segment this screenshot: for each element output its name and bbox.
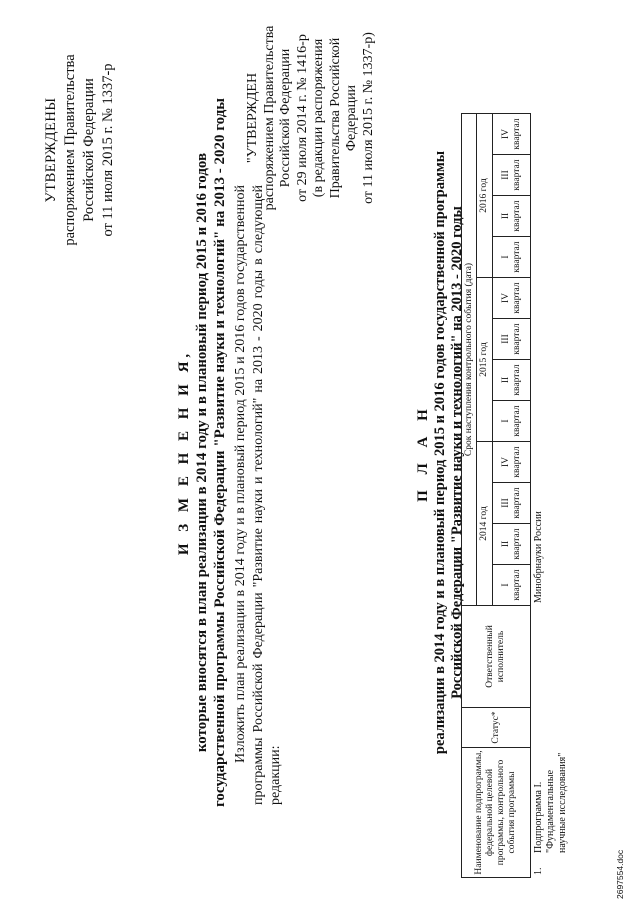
plan-subtitle-line: Российской Федерации "Развитие науки и технологий" на 2013 - 2020 годы	[449, 206, 465, 699]
approval-quote-block	[245, 18, 377, 218]
approval-quote-line: Правительства Российской Федерации	[327, 37, 359, 199]
changes-subtitle-line: которые вносятся в план реализации в 2014 году и в плановый период 2015 и 2016 годов	[194, 152, 210, 753]
plan-title: П Л А Н	[415, 403, 431, 502]
quarter-header: IV квартал	[493, 114, 531, 155]
quarter-header: III квартал	[493, 483, 531, 524]
approval-heading: УТВЕРЖДЕНЫ	[43, 97, 59, 203]
body-paragraph: Изложить план реализации в 2014 году и в плановый период 2015 и 2016 годов государственной программы Российской Федерации "Развитие науки и технологий" на 2013 - 2020 годы в следующей редакции:	[233, 185, 283, 805]
approval-quote-line: от 11 июля 2015 г. № 1337-р)	[360, 32, 376, 204]
approval-quote-line: "УТВЕРЖДЕН	[245, 72, 260, 164]
quarter-header: I квартал	[493, 565, 531, 606]
year-header: 2016 год	[477, 114, 493, 278]
quarter-header: I квартал	[493, 401, 531, 442]
plan-table	[461, 113, 531, 878]
quarter-header: II квартал	[493, 196, 531, 237]
quarter-header: II квартал	[493, 524, 531, 565]
approval-block	[42, 30, 118, 270]
approval-quote-line: от 29 июля 2014 г. № 1416-р	[294, 34, 310, 202]
document-id: 2697554.doc	[615, 849, 625, 899]
row-number: 1.	[533, 867, 544, 875]
quarter-header: I квартал	[493, 237, 531, 278]
quarter-header: IV квартал	[493, 278, 531, 319]
changes-title-block	[175, 0, 229, 905]
year-header: 2015 год	[477, 278, 493, 442]
approval-quote-line: (в редакции распоряжения	[311, 38, 326, 198]
changes-title: И З М Е Н Е Н И Я,	[176, 349, 192, 556]
row-executor: Минобрнауки России	[533, 511, 544, 603]
quarter-header: III квартал	[493, 319, 531, 360]
approval-quote-line: распоряжением Правительства	[261, 25, 277, 211]
row-name: Подпрограмма I. "Фундаментальные научные исследования"	[533, 752, 568, 853]
approval-line: от 11 июля 2015 г. № 1337-р	[100, 63, 116, 237]
changes-subtitle-line: государственной программы Российской Федерации "Развитие науки и технологий" на 2013 - 2020 годы	[212, 97, 228, 808]
year-header: 2014 год	[477, 442, 493, 606]
column-header-name: Наименование подпрограммы, федеральной целевой программы, контрольного события программы	[462, 748, 531, 878]
approval-line: распоряжением Правительства	[62, 54, 78, 246]
plan-subtitle-line: реализации в 2014 году и в плановый период 2015 и 2016 годов государственной программы	[432, 150, 448, 755]
quarter-header: IV квартал	[493, 442, 531, 483]
approval-quote-line: Российской Федерации	[278, 48, 293, 188]
approval-line: Российской Федерации	[81, 78, 97, 222]
plan-title-block	[415, 0, 466, 905]
quarter-header: III квартал	[493, 155, 531, 196]
column-header-executor: Ответственный исполнитель	[462, 606, 531, 708]
column-header-deadline: Срок наступления контрольного события (дата)	[462, 114, 477, 606]
quarter-header: II квартал	[493, 360, 531, 401]
column-header-status: Статус*	[462, 708, 531, 748]
